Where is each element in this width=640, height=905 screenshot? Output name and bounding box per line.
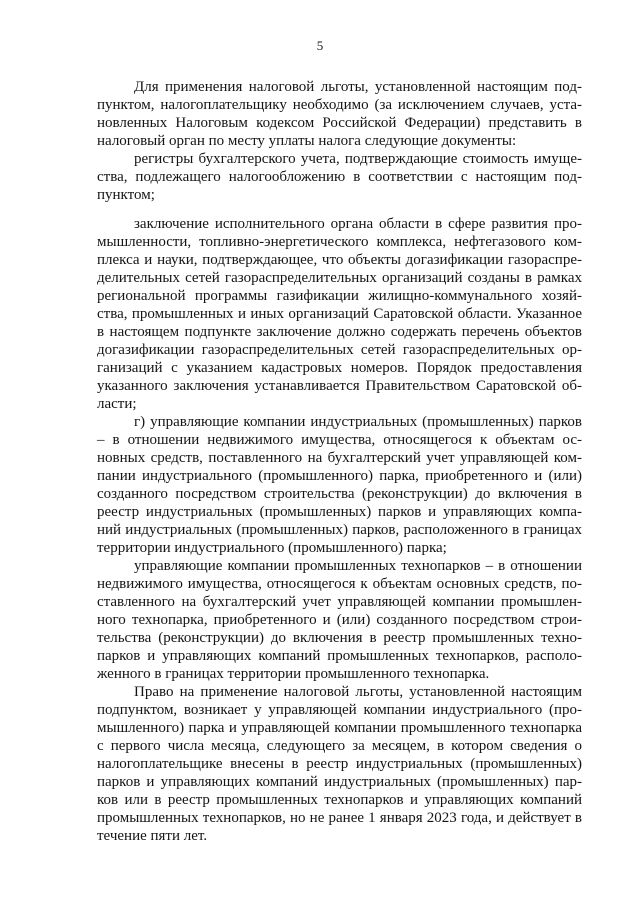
paragraph-industrial-parks: г) управляющие компании индустриальных (промышленных) парков – в отношении недвижимого имущества, относящегося к объектам основных средств, поставленного на бухгалтерский учет управляющей компании индустриального (промышленного) парка, приобретенного и (или) созданного посредством строительства (реконструкции) до включения в реестр индустриальных (промышленных) парков и управляющих компаний индустриальных (промышленных) парков, расположенного в границах территории индустриального (промышленного) парка;	[97, 414, 582, 556]
paragraph-right-to-benefit: Право на применение налоговой льготы, установленной настоящим подпунктом, возникает у управляющей компании индустриального (промышленного) парка и управляющей компании промышленного технопарка с первого числа месяца, следующего за месяцем, в котором сведения о налогоплательщике внесены в реестр индустриальных (промышленных) парков и управляющих компаний индустриальных (промышленных) парков или в реестр промышленных технопарков и управляющих компаний промышленных технопарков, но не ранее 1 января 2023 года, и действует в течение пяти лет.	[97, 684, 582, 844]
paragraph-industrial-technoparks: управляющие компании промышленных технопарков – в отношении недвижимого имущества, относящегося к объектам основных средств, поставленного на бухгалтерский учет управляющей компании промышленного технопарка, приобретенного и (или) созданного посредством строительства (реконструкции) до включения в реестр промышленных технопарков и управляющих компаний промышленных технопарков, расположенного в границах территории промышленного технопарка.	[97, 558, 582, 682]
paragraph-tax-benefit-documents: Для применения налоговой льготы, установленной настоящим подпунктом, налогоплательщику необходимо (за исключением случаев, установленных Налоговым кодексом Российской Федерации) представить в налоговый орган по месту уплаты налога следующие документы:	[97, 79, 582, 149]
document-body	[97, 78, 582, 845]
paragraph-executive-body-conclusion: заключение исполнительного органа области в сфере развития промышленности, топливно-энергетического комплекса, нефтегазового комплекса и науки, подтверждающее, что объекты догазификации газораспределительных сетей газораспределительных организаций созданы в рамках региональной программы газификации жилищно-коммунального хозяйства, промышленных и иных организаций Саратовской области. Указанное в настоящем подпункте заключение должно содержать перечень объектов догазификации газораспределительных сетей газораспределительных организаций с указанием кадастровых номеров. Порядок предоставления указанного заключения устанавливается Правительством Саратовской области;	[97, 216, 582, 412]
page-number: 5	[316, 38, 324, 53]
paragraph-accounting-registers: регистры бухгалтерского учета, подтверждающие стоимость имущества, подлежащего налогообложению в соответствии с настоящим подпунктом;	[97, 151, 582, 203]
